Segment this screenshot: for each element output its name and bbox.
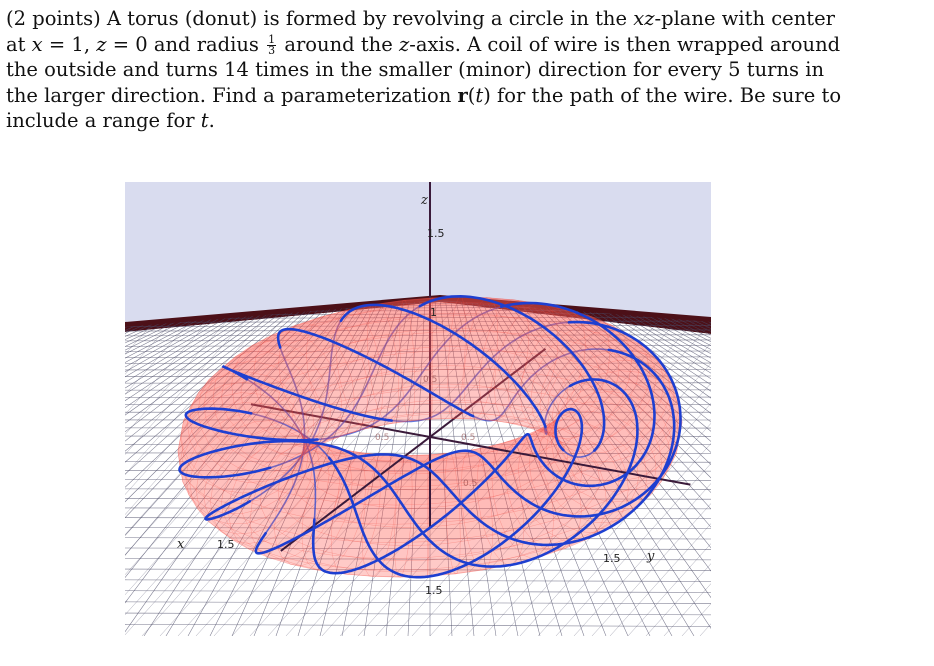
torus-patch — [433, 350, 466, 370]
problem-text: -axis. A coil of wire is then wrapped around — [409, 32, 841, 56]
torus-patch — [445, 470, 462, 488]
vector-r: r — [457, 83, 468, 107]
torus-patch — [400, 332, 433, 353]
fraction-one-third — [267, 32, 276, 57]
z-tick-1: 1 — [430, 306, 437, 319]
torus-3d-plot — [125, 182, 711, 636]
torus-patch — [497, 332, 529, 353]
math-text: = 1, — [42, 32, 97, 56]
torus-patch — [428, 543, 450, 560]
y-tick: 1.5 — [603, 552, 621, 565]
x-axis-label: x — [177, 537, 185, 552]
problem-line-1 — [6, 6, 906, 32]
torus-patch — [400, 351, 433, 373]
torus-patch — [412, 489, 429, 508]
problem-line-2 — [6, 32, 906, 58]
torus-patch — [433, 304, 466, 317]
torus-patch — [428, 558, 453, 571]
problem-statement — [6, 6, 906, 134]
torus-patch — [411, 508, 429, 528]
y-axis-label: y — [647, 549, 655, 564]
problem-text: at — [6, 32, 32, 56]
torus-patch — [432, 413, 457, 419]
torus-patch — [364, 486, 380, 507]
x-tick: 1.5 — [217, 538, 235, 551]
torus-patch — [412, 474, 429, 490]
torus-patch — [457, 402, 487, 414]
torus-patch — [406, 545, 428, 561]
faint-tick-4: 0.5 — [463, 479, 478, 489]
torus-patch — [429, 488, 446, 508]
z-tick-bottom: 1.5 — [425, 584, 443, 597]
fraction-numerator: 1 — [268, 32, 276, 46]
faint-tick-2: 0.5 — [375, 433, 390, 443]
fraction-denominator: 3 — [268, 43, 276, 57]
torus-patch — [459, 387, 490, 403]
z-tick-top: 1.5 — [427, 227, 445, 240]
math-variable: t — [200, 109, 209, 132]
torus-patch — [465, 331, 498, 350]
torus-coil-figure — [125, 182, 711, 636]
math-variable: z — [96, 32, 107, 56]
problem-text: -plane with center — [654, 7, 835, 30]
torus-patch — [403, 560, 428, 572]
problem-text: include a range for — [6, 109, 201, 132]
problem-line-5 — [6, 108, 906, 134]
torus-patch — [465, 316, 498, 333]
problem-line-4 — [6, 83, 906, 109]
torus-patch — [497, 316, 529, 335]
math-variable: xz — [633, 7, 655, 30]
torus-patch — [464, 304, 497, 316]
problem-line-3: the outside and turns 14 times in the smaller (minor) direction for every 5 turns in — [6, 58, 825, 81]
problem-text: = 0 and radius — [106, 32, 266, 56]
torus-patch — [462, 369, 495, 388]
math-text: ( — [467, 83, 476, 107]
math-variable: x — [31, 32, 43, 56]
math-variable: z — [398, 32, 410, 56]
problem-text: around the — [278, 32, 399, 56]
torus-patch — [429, 472, 446, 489]
faint-tick-1: 0.5 — [423, 375, 438, 385]
torus-patch — [447, 523, 468, 543]
problem-text: ) for the path of the wire. Be sure to — [483, 83, 842, 107]
problem-text: . — [208, 109, 215, 132]
math-variable: t — [475, 83, 484, 107]
problem-text: (2 points) A torus (donut) is formed by revolving a circle in the — [6, 7, 634, 30]
faint-tick-3: 0.5 — [461, 433, 476, 443]
torus-patch — [393, 508, 412, 528]
torus-patch — [433, 331, 466, 350]
problem-text: the larger direction. Find a parameterization — [6, 83, 458, 107]
torus-patch — [495, 351, 528, 373]
z-axis-label: z — [421, 193, 428, 208]
